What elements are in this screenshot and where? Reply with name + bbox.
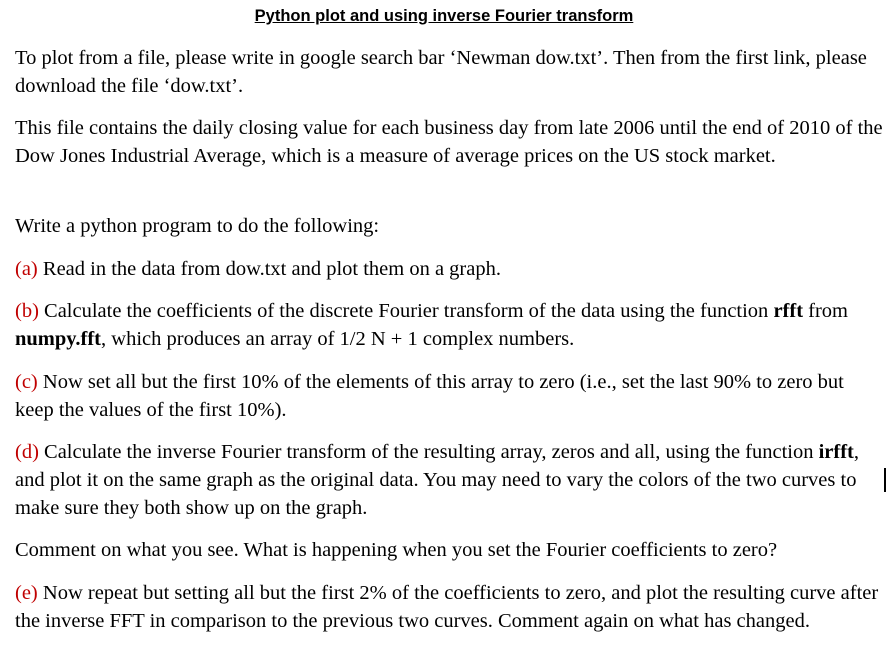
part-d-text-2: , and plot it on the same graph as the original data. You may need to vary the colors of the two curves to make sure they both show up on the graph. xyxy=(15,441,860,519)
part-c-text: Now set all but the first 10% of the elements of this array to zero (i.e., set the last 90% to zero but keep the values of the first 10%). xyxy=(15,371,844,421)
part-c xyxy=(15,368,887,424)
part-d-text-1: Calculate the inverse Fourier transform of the resulting array, zeros and all, using the function xyxy=(38,441,819,463)
part-b xyxy=(15,297,887,353)
intro-paragraph-2: This file contains the daily closing value for each business day from late 2006 until the end of 2010 of the Dow Jones Industrial Average, which is a measure of average prices on the US stock market. xyxy=(15,117,883,167)
part-b-text-3: , which produces an array of 1/2 N + 1 complex numbers. xyxy=(101,328,575,350)
document-title: Python plot and using inverse Fourier transform xyxy=(254,7,634,25)
part-b-text-2: from xyxy=(803,300,849,322)
part-a xyxy=(15,255,887,283)
text-cursor xyxy=(884,468,886,492)
part-b-function-rfft: rfft xyxy=(773,300,804,322)
part-b-label: (b) xyxy=(15,300,39,322)
comment-paragraph: Comment on what you see. What is happening when you set the Fourier coefficients to zero? xyxy=(15,539,778,561)
intro-paragraph-1: To plot from a file, please write in google search bar ‘Newman dow.txt’. Then from the first link, please download the file ‘dow.txt’. xyxy=(15,47,867,97)
part-e xyxy=(15,579,887,635)
part-b-text-1: Calculate the coefficients of the discrete Fourier transform of the data using the function xyxy=(38,300,774,322)
part-a-text: Read in the data from dow.txt and plot them on a graph. xyxy=(37,258,501,280)
task-intro: Write a python program to do the following: xyxy=(15,215,380,237)
part-d xyxy=(15,438,887,522)
part-b-module-numpy-fft: numpy.fft xyxy=(15,328,102,350)
part-d-label: (d) xyxy=(15,441,39,463)
part-e-text: Now repeat but setting all but the first 2% of the coefficients to zero, and plot the resulting curve after the inverse FFT in comparison to the previous two curves. Comment again on what has changed. xyxy=(15,582,879,632)
part-e-label: (e) xyxy=(15,582,38,604)
part-d-function-irfft: irfft xyxy=(818,441,854,463)
part-a-label: (a) xyxy=(15,258,38,280)
part-c-label: (c) xyxy=(15,371,38,393)
